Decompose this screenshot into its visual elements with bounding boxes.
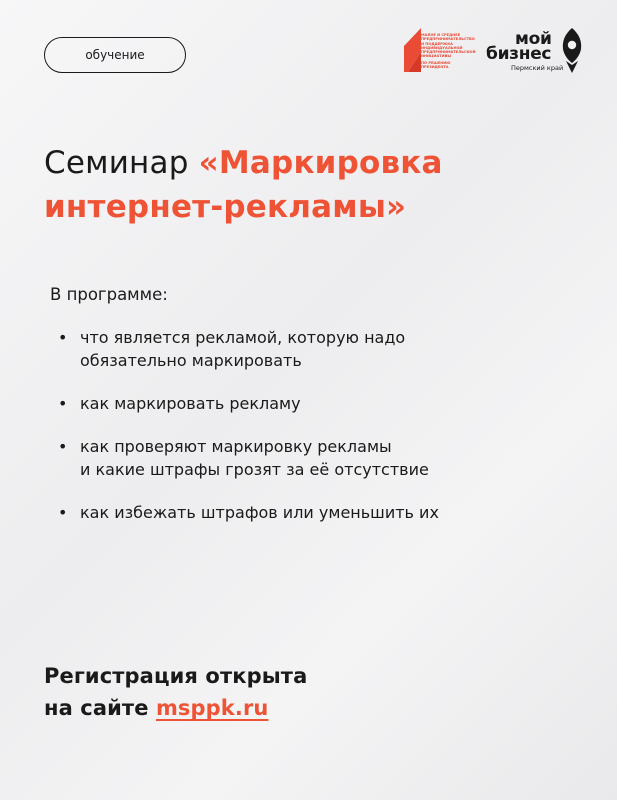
- bullet-icon: •: [58, 437, 68, 456]
- program-list: [58, 326, 598, 544]
- registration-block: [44, 660, 584, 724]
- page-title: [44, 141, 604, 229]
- list-item-text: как избежать штрафов или уменьшить их: [80, 503, 439, 522]
- registration-prefix: на сайте: [44, 696, 156, 720]
- moy-biznes-subtitle: Пермский край: [511, 64, 564, 72]
- list-item-text: как маркировать рекламу: [80, 394, 301, 413]
- category-tag-label: обучение: [85, 48, 145, 62]
- list-item: [58, 501, 598, 524]
- national-projects-text: МАЛОЕ И СРЕДНЕЕ ПРЕДПРИНИМАТЕЛЬСТВО И ПОДДЕРЖКА ИНДИВИДУАЛЬНОЙ ПРЕДПРИНИМАТЕЛЬСКОЙ ИНИЦИАТИВЫ: [421, 33, 476, 59]
- registration-line1: Регистрация открыта: [44, 664, 308, 688]
- registration-link[interactable]: msppk.ru: [155, 696, 269, 720]
- list-item: [58, 392, 598, 415]
- list-item: [58, 435, 598, 481]
- list-item: [58, 326, 598, 372]
- rocket-pin-icon: [560, 27, 584, 73]
- national-projects-logo: [404, 28, 474, 76]
- national-projects-flag-icon: [404, 28, 422, 72]
- moy-biznes-line1: мой: [515, 29, 552, 49]
- list-item-text: что является рекламой, которую надо обязательно маркировать: [80, 328, 406, 370]
- moy-biznes-line2: бизнес: [486, 44, 552, 64]
- program-label: В программе:: [50, 285, 168, 304]
- registration-line2: [44, 692, 584, 724]
- moy-biznes-logo: [486, 26, 586, 76]
- title-plain: Семинар: [44, 145, 199, 181]
- bullet-icon: •: [58, 328, 68, 347]
- title-accent: «Маркировка интернет-рекламы»: [44, 145, 443, 225]
- list-item-text: как проверяют маркировку рекламы и какие штрафы грозят за её отсутствие: [80, 437, 429, 479]
- bullet-icon: •: [58, 503, 68, 522]
- national-projects-bottom-text: ПО РЕШЕНИЮ ПРЕЗИДЕНТА: [421, 61, 451, 70]
- bullet-icon: •: [58, 394, 68, 413]
- category-tag[interactable]: [44, 37, 186, 73]
